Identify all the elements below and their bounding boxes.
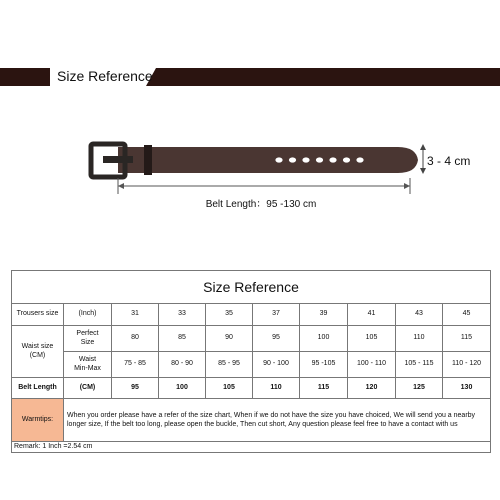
trousers-size-cell: 37 (253, 304, 300, 326)
trousers-size-cell: 39 (300, 304, 348, 326)
perfect-size-cell: 115 (443, 326, 491, 352)
waist-minmax-label (64, 352, 112, 378)
belt-buckle-prong (103, 156, 133, 163)
length-arrow-right (404, 183, 410, 189)
header-banner (0, 0, 500, 100)
perfect-size-cell: 95 (253, 326, 300, 352)
belt-length-cell: 100 (159, 378, 206, 399)
warmtips-row (12, 399, 491, 442)
width-arrow-top (420, 144, 426, 150)
trousers-size-cell: 43 (396, 304, 443, 326)
waist-minmax-cell: 85 - 95 (206, 352, 253, 378)
waist-minmax-row (12, 352, 491, 378)
perfect-size-cell: 110 (396, 326, 443, 352)
trousers-size-cell: 35 (206, 304, 253, 326)
belt-length-cell: 95 (112, 378, 159, 399)
trousers-size-cell: 33 (159, 304, 206, 326)
belt-length-unit: (CM) (64, 378, 112, 399)
waist-minmax-cell: 110 - 120 (443, 352, 491, 378)
belt-length-cell: 115 (300, 378, 348, 399)
trousers-size-row (12, 304, 491, 326)
belt-length-label: Belt Length (12, 378, 64, 399)
size-table (11, 270, 491, 453)
trousers-size-cell: 41 (348, 304, 396, 326)
belt-width-label: 3 - 4 cm (427, 154, 471, 168)
belt-strap (118, 147, 418, 173)
waist-minmax-cell: 100 - 110 (348, 352, 396, 378)
perfect-size-cell: 90 (206, 326, 253, 352)
belt-hole (329, 157, 336, 162)
table-title: Size Reference (12, 271, 491, 304)
belt-hole (316, 157, 323, 162)
remark-text: Remark: 1 Inch =2.54 cm (12, 442, 491, 453)
belt-length-cell: 105 (206, 378, 253, 399)
trousers-size-cell: 31 (112, 304, 159, 326)
waist-minmax-text: Waist Min-Max (74, 356, 101, 372)
trousers-size-cell: 45 (443, 304, 491, 326)
warmtips-label: Warmtips: (12, 399, 64, 442)
trousers-size-unit: (Inch) (64, 304, 112, 326)
belt-keeper (144, 145, 152, 175)
waist-minmax-cell: 80 - 90 (159, 352, 206, 378)
waist-minmax-cell: 75 - 85 (112, 352, 159, 378)
belt-length-cell: 125 (396, 378, 443, 399)
belt-hole (302, 157, 309, 162)
waist-size-text: Waist size (CM) (21, 343, 54, 359)
waist-minmax-cell: 95 -105 (300, 352, 348, 378)
length-arrow-left (118, 183, 124, 189)
belt-hole (343, 157, 350, 162)
belt-length-label: Belt Length：95 -130 cm (186, 195, 336, 210)
remark-row (12, 442, 491, 453)
waist-minmax-cell: 90 - 100 (253, 352, 300, 378)
perfect-size-text: Perfect Size (76, 330, 99, 346)
banner-title: Size Reference (57, 68, 153, 84)
belt-length-cell: 120 (348, 378, 396, 399)
belt-hole (275, 157, 282, 162)
warmtips-text: When you order please have a refer of the size chart, When if we do not have the size you have choiced, We will send you a nearby longer size, If the belt too long, please open the buckle, Then cut short, Any question please feel free to have a contact with us (64, 399, 491, 442)
belt-hole (289, 157, 296, 162)
waist-size-label (12, 326, 64, 378)
waist-minmax-cell: 105 - 115 (396, 352, 443, 378)
belt-length-cell: 130 (443, 378, 491, 399)
perfect-size-label (64, 326, 112, 352)
belt-hole (356, 157, 363, 162)
perfect-size-cell: 80 (112, 326, 159, 352)
perfect-size-cell: 100 (300, 326, 348, 352)
perfect-size-cell: 85 (159, 326, 206, 352)
perfect-size-row (12, 326, 491, 352)
belt-length-cell: 110 (253, 378, 300, 399)
width-arrow-bottom (420, 168, 426, 174)
perfect-size-cell: 105 (348, 326, 396, 352)
trousers-size-label: Trousers size (12, 304, 64, 326)
belt-length-row (12, 378, 491, 399)
